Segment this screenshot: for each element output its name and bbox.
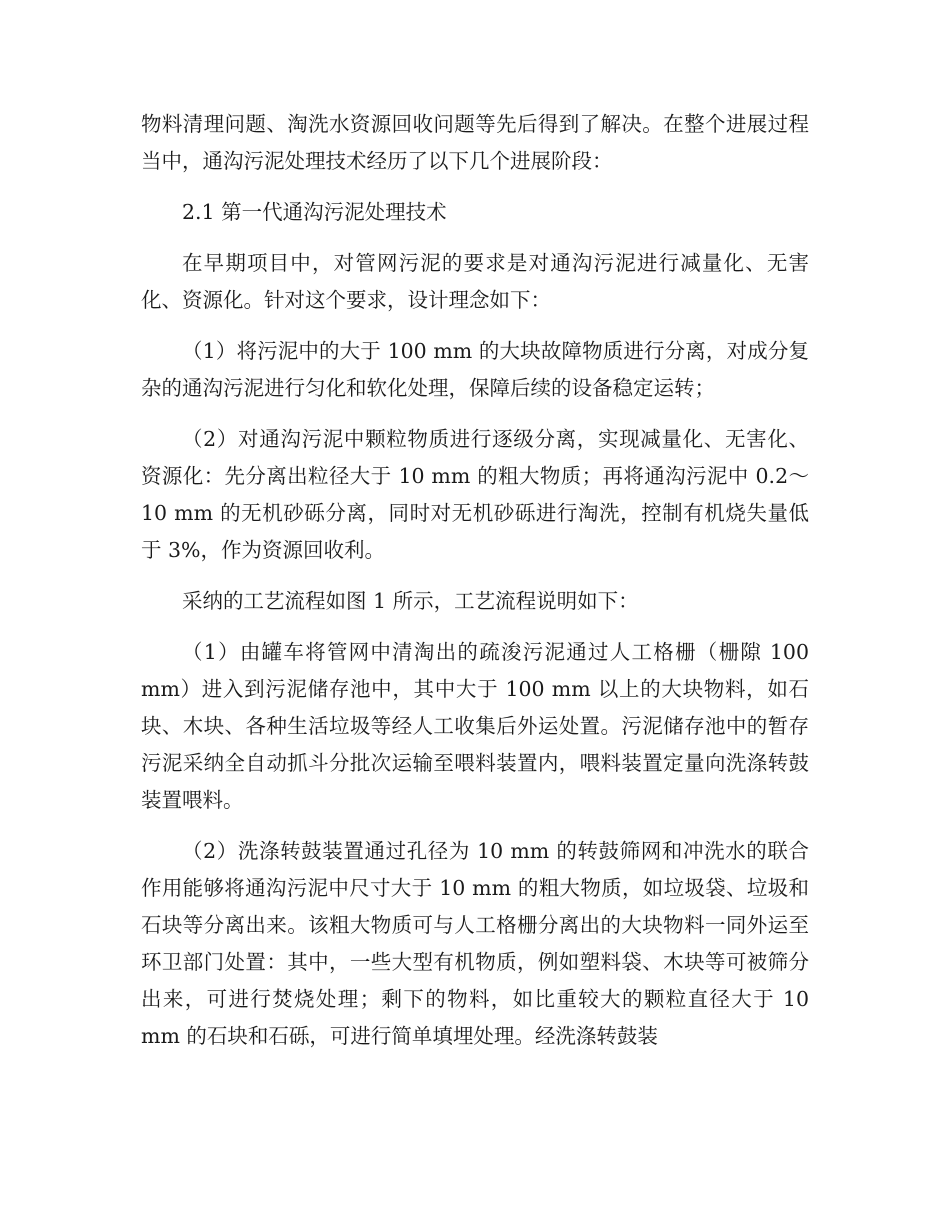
paragraph-process-item-1: （1）由罐车将管网中清淘出的疏浚污泥通过人工格栅（栅隙 100 mm）进入到污泥储存池中，其中大于 100 mm 以上的大块物料，如石块、木块、各种生活垃圾等经人工收集后外运处置。污泥储存池中的暂存污泥采纳全自动抓斗分批次运输至喂料装置内，喂料装置定量向洗涤转鼓装置喂料。 [141,640,809,812]
paragraph-continuation: 物料清理问题、淘洗水资源回收问题等先后得到了解决。在整个进展过程当中，通沟污泥处理技术经历了以下几个进展阶段： [141,112,809,173]
section-heading-2-1: 2.1 第一代通沟污泥处理技术 [182,200,447,224]
paragraph-design-item-1: （1）将污泥中的大于 100 mm 的大块故障物质进行分离，对成分复杂的通沟污泥进行匀化和软化处理，保障后续的设备稳定运转； [141,339,809,400]
paragraph-requirements: 在早期项目中，对管网污泥的要求是对通沟污泥进行减量化、无害化、资源化。针对这个要求，设计理念如下： [141,251,809,312]
document-body [141,106,809,1069]
paragraph-design-item-2: （2）对通沟污泥中颗粒物质进行逐级分离，实现减量化、无害化、资源化：先分离出粒径大于 10 mm 的粗大物质；再将通沟污泥中 0.2～10 mm 的无机砂砾分离，同时对无机砂砾进行淘洗，控制有机烧失量低于 3%，作为资源回收利。 [141,427,809,562]
paragraph-process-item-2: （2）洗涤转鼓装置通过孔径为 10 mm 的转鼓筛网和冲洗水的联合作用能够将通沟污泥中尺寸大于 10 mm 的粗大物质，如垃圾袋、垃圾和石块等分离出来。该粗大物质可与人工格栅分离出的大块物料一同外运至环卫部门处置：其中，一些大型有机物质，例如塑料袋、木块等可被筛分出来，可进行焚烧处理；剩下的物料，如比重较大的颗粒直径大于 10 mm 的石块和石砾，可进行简单填埋处理。经洗涤转鼓装 [141,839,809,1048]
paragraph-process-intro: 采纳的工艺流程如图 1 所示，工艺流程说明如下： [182,589,639,613]
